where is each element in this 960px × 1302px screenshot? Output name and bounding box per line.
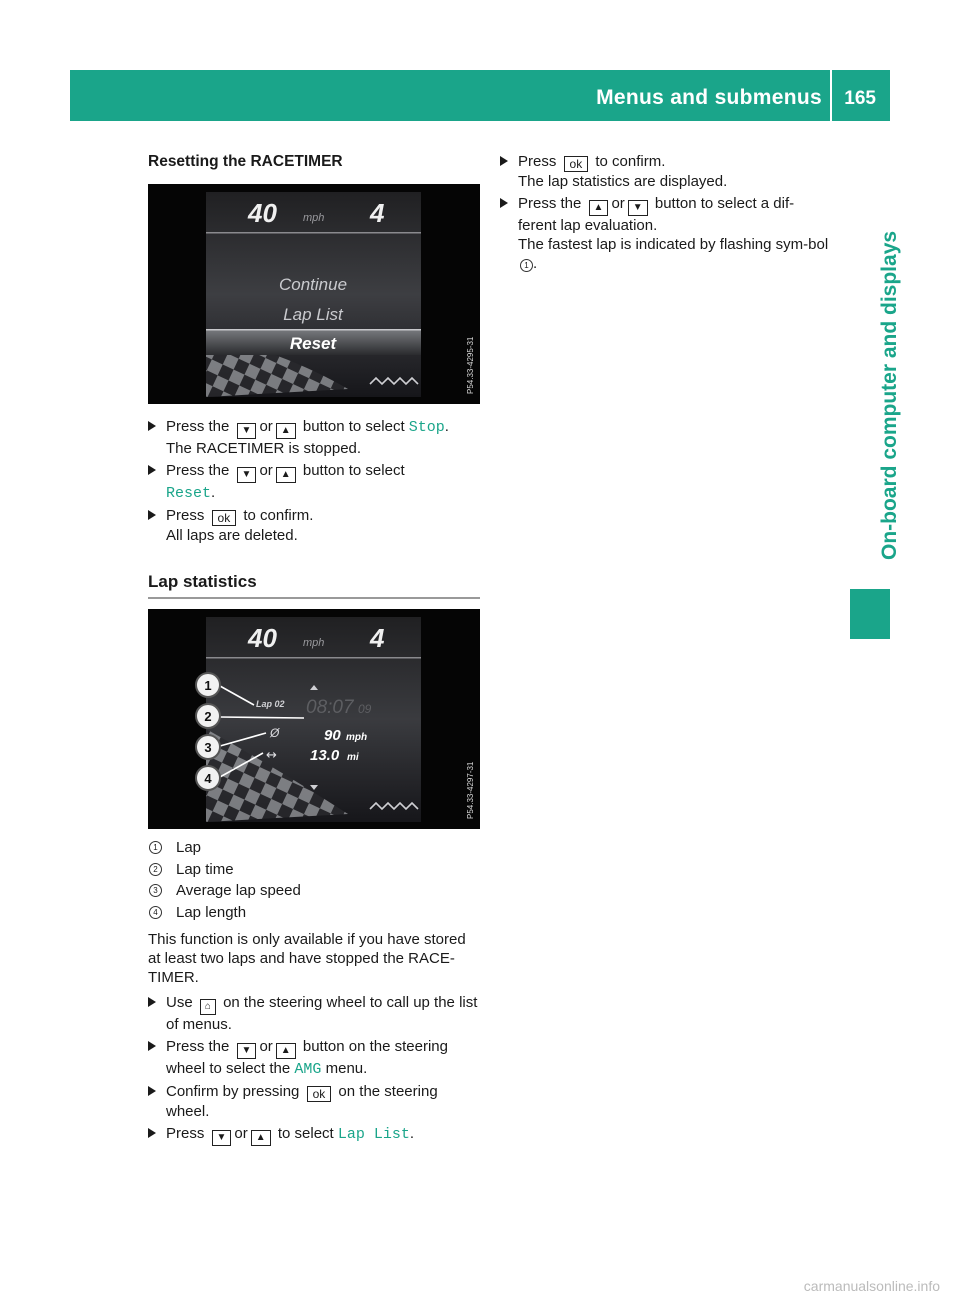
watermark: carmanualsonline.info — [803, 1278, 940, 1294]
image-code: P54.33-4297-31 — [466, 761, 475, 819]
display-lap-length-unit: mi — [347, 752, 359, 763]
down-key-icon: ▼ — [212, 1130, 232, 1146]
callout-4 — [196, 766, 220, 790]
menu-term-stop: Stop — [408, 419, 445, 436]
svg-text:2: 2 — [204, 709, 212, 724]
ok-key-icon: ok — [307, 1086, 332, 1102]
svg-text:1: 1 — [204, 678, 212, 693]
svg-text:4: 4 — [204, 771, 212, 786]
number-1-icon: 1 — [520, 259, 533, 272]
display-speed: 40 — [248, 623, 277, 653]
availability-note: This function is only available if you have stored at least two laps and have stopped the RACE-TIMER. — [148, 930, 466, 986]
display-lap-time: 08:07 — [306, 697, 354, 718]
left-column — [148, 152, 480, 1149]
step-call-menu-list: Use ⌂ on the steering wheel to call up the list of menus. — [148, 993, 480, 1034]
lap-statistics-display-image — [148, 609, 480, 829]
section-title: Menus and submenus — [596, 86, 822, 109]
down-key-icon: ▼ — [237, 423, 257, 439]
average-symbol-icon: Ø — [270, 726, 280, 740]
legend-item-lap: 1 Lap — [148, 838, 480, 857]
menu-term-lap-list: Lap List — [337, 1125, 410, 1143]
display-lap-length: 13.0 — [310, 747, 340, 764]
heading-lap-statistics: Lap statistics — [148, 572, 480, 599]
svg-text:3: 3 — [204, 740, 212, 755]
step-confirm-amg: Confirm by pressing ok on the steering wheel. — [148, 1082, 480, 1121]
step-result: The RACETIMER is stopped. — [166, 440, 362, 457]
display-speed-unit: mph — [303, 637, 325, 649]
display-speed: 40 — [248, 198, 277, 228]
header-divider — [830, 70, 832, 121]
step-arrow-icon — [148, 1041, 156, 1051]
menu-item-reset: Reset — [289, 334, 337, 353]
number-2-icon: 2 — [149, 863, 162, 876]
ok-key-icon: ok — [564, 156, 589, 172]
down-key-icon: ▼ — [237, 1043, 257, 1059]
callout-1 — [196, 673, 220, 697]
right-column — [500, 152, 832, 276]
chapter-label: On-board computer and displays — [878, 230, 901, 560]
step-select-lap-list: Press ▼ or ▲ to select Lap List. — [148, 1124, 480, 1146]
down-key-icon: ▼ — [237, 467, 257, 483]
racetimer-display-image — [148, 184, 480, 404]
menu-term-reset: Reset — [166, 485, 212, 502]
page-number: 165 — [844, 88, 876, 109]
length-symbol-icon: ↔ — [266, 748, 277, 763]
side-tab — [850, 140, 901, 580]
legend-item-lap-time: 2 Lap time — [148, 860, 480, 879]
step-arrow-icon — [148, 421, 156, 431]
step-result: The lap statistics are displayed. — [518, 173, 728, 190]
up-key-icon: ▲ — [276, 467, 296, 483]
up-key-icon: ▲ — [276, 1043, 296, 1059]
up-key-icon: ▲ — [276, 423, 296, 439]
display-speed-unit: mph — [303, 212, 325, 224]
display-gear: 4 — [370, 198, 385, 228]
step-confirm-lap-list: Press ok to confirm. The lap statistics are displayed. — [500, 152, 832, 191]
down-key-icon: ▼ — [628, 200, 648, 216]
display-average-speed-unit: mph — [346, 732, 368, 743]
display-lap-time-fraction: 09 — [358, 702, 372, 716]
step-arrow-icon — [148, 1128, 156, 1138]
number-4-icon: 4 — [149, 906, 162, 919]
step-arrow-icon — [148, 465, 156, 475]
step-arrow-icon — [148, 510, 156, 520]
display-gear: 4 — [370, 623, 385, 653]
side-tab-marker — [850, 589, 890, 639]
home-key-icon: ⌂ — [200, 999, 216, 1015]
callout-3 — [196, 735, 220, 759]
up-key-icon: ▲ — [589, 200, 609, 216]
menu-item-lap-list: Lap List — [283, 305, 343, 324]
display-lap-label: Lap 02 — [256, 699, 285, 709]
menu-term-amg: AMG — [294, 1060, 322, 1078]
legend-item-average-speed: 3 Average lap speed — [148, 881, 480, 900]
callout-2 — [196, 704, 220, 728]
step-arrow-icon — [500, 156, 508, 166]
step-select-amg-menu: Press the ▼ or ▲ button on the steering wheel to select the AMG menu. — [148, 1037, 480, 1079]
up-key-icon: ▲ — [251, 1130, 271, 1146]
ok-key-icon: ok — [212, 510, 237, 526]
step-arrow-icon — [500, 198, 508, 208]
legend-item-lap-length: 4 Lap length — [148, 903, 480, 922]
image-code: P54.33-4295-31 — [466, 336, 475, 394]
number-3-icon: 3 — [149, 884, 162, 897]
step-select-reset: Press the ▼ or ▲ button to select Reset. — [148, 461, 480, 503]
step-result: All laps are deleted. — [166, 527, 298, 544]
number-1-icon: 1 — [149, 841, 162, 854]
step-arrow-icon — [148, 997, 156, 1007]
menu-item-continue: Continue — [278, 275, 348, 294]
step-select-stop: Press the ▼ or ▲ button to select Stop. The RACETIMER is stopped. — [148, 417, 480, 458]
step-confirm-reset: Press ok to confirm. All laps are deleted. — [148, 506, 480, 545]
step-arrow-icon — [148, 1086, 156, 1096]
display-average-speed: 90 — [324, 727, 341, 744]
header-bar — [70, 70, 890, 121]
heading-resetting: Resetting the RACETIMER — [148, 153, 343, 170]
step-select-lap-evaluation: Press the ▲ or ▼ button to select a dif-ferent lap evaluation. The fastest lap is indicated by flashing sym-bol 1 . — [500, 194, 832, 273]
